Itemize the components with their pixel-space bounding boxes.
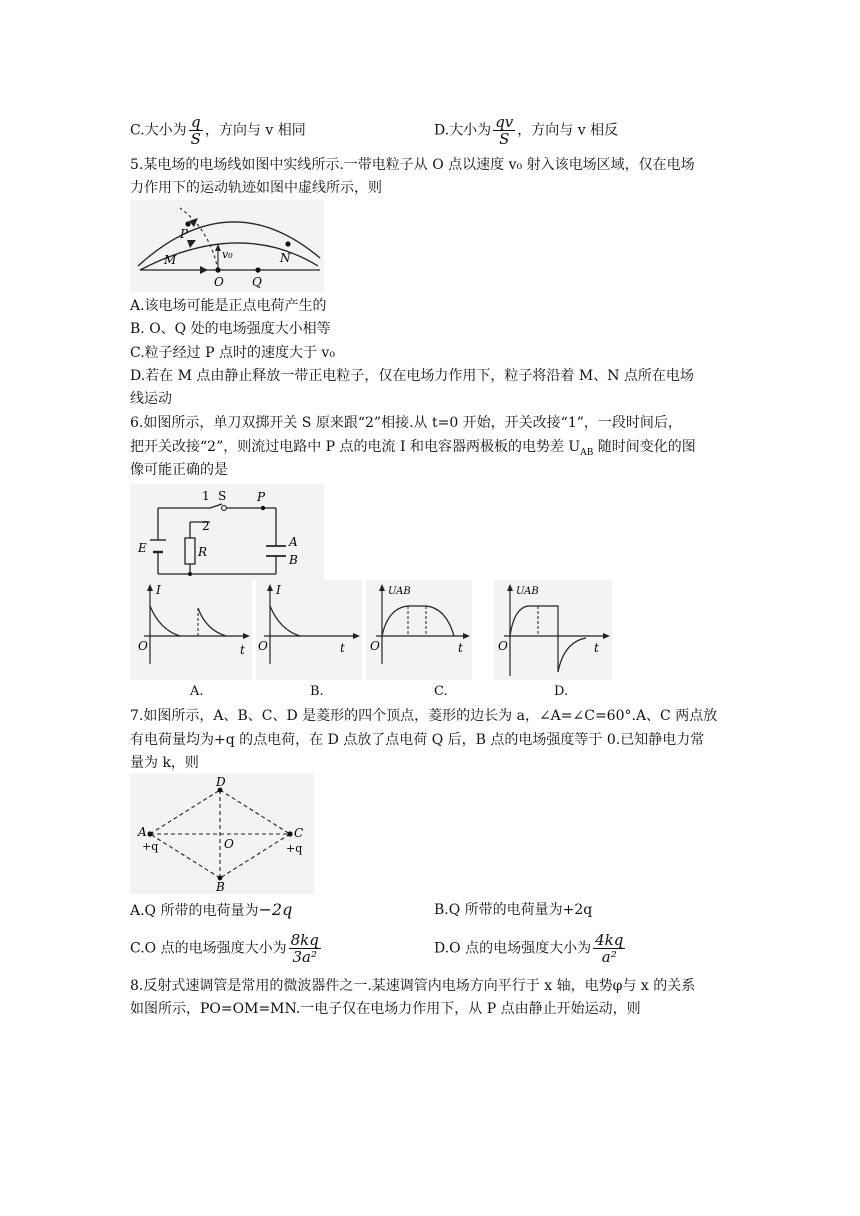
q5-stem-line1: 5.某电场的电场线如图中实线所示.一带电粒子从 O 点以速度 v₀ 射入该电场区域，仅在电场 [130, 157, 695, 173]
q7-option-d[interactable] [434, 932, 627, 965]
q8-stem-line1: 8.反射式速调管是常用的微波器件之一.某速调管内电场方向平行于 x 轴，电势φ与 x 的关系 [130, 978, 696, 994]
graph-b-xlabel: t [340, 641, 345, 655]
label-v0: v₀ [222, 248, 233, 261]
point-c [287, 831, 292, 836]
point-p [185, 221, 190, 226]
label-b: B [289, 553, 298, 567]
q4-option-c-suffix: ，方向与 v 相同 [204, 122, 306, 139]
q7-option-c-fraction [289, 932, 321, 965]
axis-arrow-icon [379, 584, 385, 591]
q5-field-figure [130, 200, 324, 292]
graph-c-xlabel: t [458, 641, 463, 655]
axis-arrow-icon [147, 584, 153, 591]
q4-option-d-suffix: ，方向与 v 相反 [517, 122, 619, 139]
label-charge-c: +q [286, 842, 303, 855]
q4-option-c-fraction [189, 114, 203, 147]
q7-stem-line1: 7.如图所示，A、B、C、D 是菱形的四个顶点，菱形的边长为 a，∠A=∠C=60°.A、C 两点放 [130, 708, 718, 724]
label-m: M [164, 253, 177, 267]
q7-option-d-fraction [593, 932, 625, 965]
q6-stem-line2-text: 把开关改接“2”，则流过电路中 P 点的电流 I 和电容器两极板的电势差 U [130, 439, 581, 455]
q6-circuit-figure [130, 484, 324, 580]
point-q [255, 267, 260, 272]
arrow-icon [200, 266, 208, 274]
axis-arrow-icon [243, 633, 250, 639]
graph-a-origin: O [138, 639, 148, 653]
axis-arrow-icon [463, 633, 470, 639]
label-o: O [224, 837, 234, 851]
q5-stem-line2: 力作用下的运动轨迹如图中虚线所示，则 [130, 180, 382, 196]
axis-arrow-icon [353, 633, 360, 639]
fraction-denominator: a² [601, 948, 617, 966]
q5-option-c[interactable]: C.粒子经过 P 点时的速度大于 v₀ [130, 345, 335, 361]
q7-stem-line3: 量为 k，则 [130, 755, 199, 771]
q6-stem-line1: 6.如图所示，单刀双掷开关 S 原来跟“2”相接.从 t=0 开始，开关改接“1”，一段时间后， [130, 415, 682, 431]
q6-stem-line3: 像可能正确的是 [130, 462, 228, 478]
graph-b-origin: O [258, 639, 268, 653]
fraction-denominator: S [190, 130, 201, 148]
label-d: D [216, 775, 226, 789]
q7-option-a[interactable] [130, 900, 292, 921]
graph-a-xlabel: t [240, 643, 245, 657]
graph-d-origin: O [498, 639, 508, 653]
axis-arrow-icon [267, 584, 273, 591]
label-p: P [180, 227, 189, 241]
q4-option-d-prefix: D.大小为 [434, 122, 492, 139]
label-p: P [257, 490, 266, 504]
graph-c-origin: O [370, 639, 380, 653]
q4-option-d-fraction [493, 114, 515, 147]
q6-stem-line2-tail: 随时间变化的图 [593, 439, 696, 455]
fraction-numerator: q [191, 113, 201, 131]
q5-option-d-line1[interactable]: D.若在 M 点由静止释放一带正电粒子，仅在电场力作用下，粒子将沿着 M、N 点所在电场 [130, 368, 694, 384]
q6-caption-a[interactable]: A. [190, 684, 204, 699]
q6-graph-b[interactable] [256, 580, 362, 680]
point-n [285, 241, 290, 246]
label-n: N [280, 251, 291, 265]
fraction-numerator: 8kq [290, 931, 319, 949]
fraction-numerator: qv [495, 113, 514, 131]
label-e: E [138, 541, 147, 555]
q7-stem-line2: 有电荷量均为+q 的点电荷，在 D 点放了点电荷 Q 后，B 点的电场强度等于 0.已知静电力常 [130, 732, 705, 748]
q5-option-a[interactable]: A.该电场可能是正点电荷产生的 [130, 298, 327, 314]
label-2: 2 [202, 519, 210, 533]
label-r: R [198, 545, 208, 559]
fraction-numerator: 4kq [595, 931, 624, 949]
q7-option-a-text: A.Q 所带的电荷量为 [130, 903, 259, 919]
label-q: Q [252, 275, 262, 289]
q7-option-c-text: C.O 点的电场强度大小为 [130, 940, 287, 957]
fraction-denominator: 3a² [292, 948, 317, 966]
fraction-denominator: S [499, 130, 510, 148]
q4-option-d[interactable] [434, 114, 618, 147]
point-a [147, 831, 152, 836]
q7-option-b[interactable]: B.Q 所带的电荷量为+2q [434, 902, 593, 918]
q6-caption-c[interactable]: C. [434, 684, 448, 699]
q7-option-d-text: D.O 点的电场强度大小为 [434, 940, 592, 957]
label-c: C [294, 826, 304, 840]
q6-caption-b[interactable]: B. [310, 684, 324, 699]
graph-c-ylabel: UAB [388, 586, 411, 597]
q6-graph-a[interactable] [130, 580, 252, 680]
q6-stem-subscript: AB [580, 447, 594, 458]
label-a: A [289, 535, 298, 549]
axis-arrow-icon [603, 633, 610, 639]
q7-option-a-value: −2q [258, 900, 293, 919]
label-o: O [214, 275, 224, 289]
label-b: B [216, 880, 225, 894]
graph-d-ylabel: UAB [516, 586, 539, 597]
q5-option-d-line2: 线运动 [130, 391, 172, 407]
label-a: A [138, 825, 147, 839]
q5-option-b[interactable]: B. O、Q 处的电场强度大小相等 [130, 321, 331, 337]
graph-b-ylabel: I [276, 583, 281, 597]
q8-stem-line2: 如图所示，PO=OM=MN.一电子仅在电场力作用下，从 P 点由静止开始运动，则 [130, 1001, 641, 1017]
q6-stem-line2 [130, 437, 696, 463]
graph-d-xlabel: t [594, 641, 599, 655]
label-1: 1 [202, 489, 210, 503]
point-o [215, 267, 220, 272]
q7-option-c[interactable] [130, 932, 323, 965]
label-charge-a: +q [142, 840, 159, 853]
label-s: S [218, 489, 227, 503]
q4-option-c[interactable] [130, 114, 306, 147]
q6-graph-c[interactable] [366, 580, 472, 680]
arrow-icon [187, 240, 196, 248]
q7-rhombus-figure [130, 774, 314, 894]
q6-caption-d[interactable]: D. [554, 684, 569, 699]
q4-option-c-prefix: C.大小为 [130, 122, 187, 139]
graph-a-ylabel: I [156, 583, 161, 597]
axis-arrow-icon [507, 584, 513, 591]
q6-graph-d[interactable] [494, 580, 612, 680]
